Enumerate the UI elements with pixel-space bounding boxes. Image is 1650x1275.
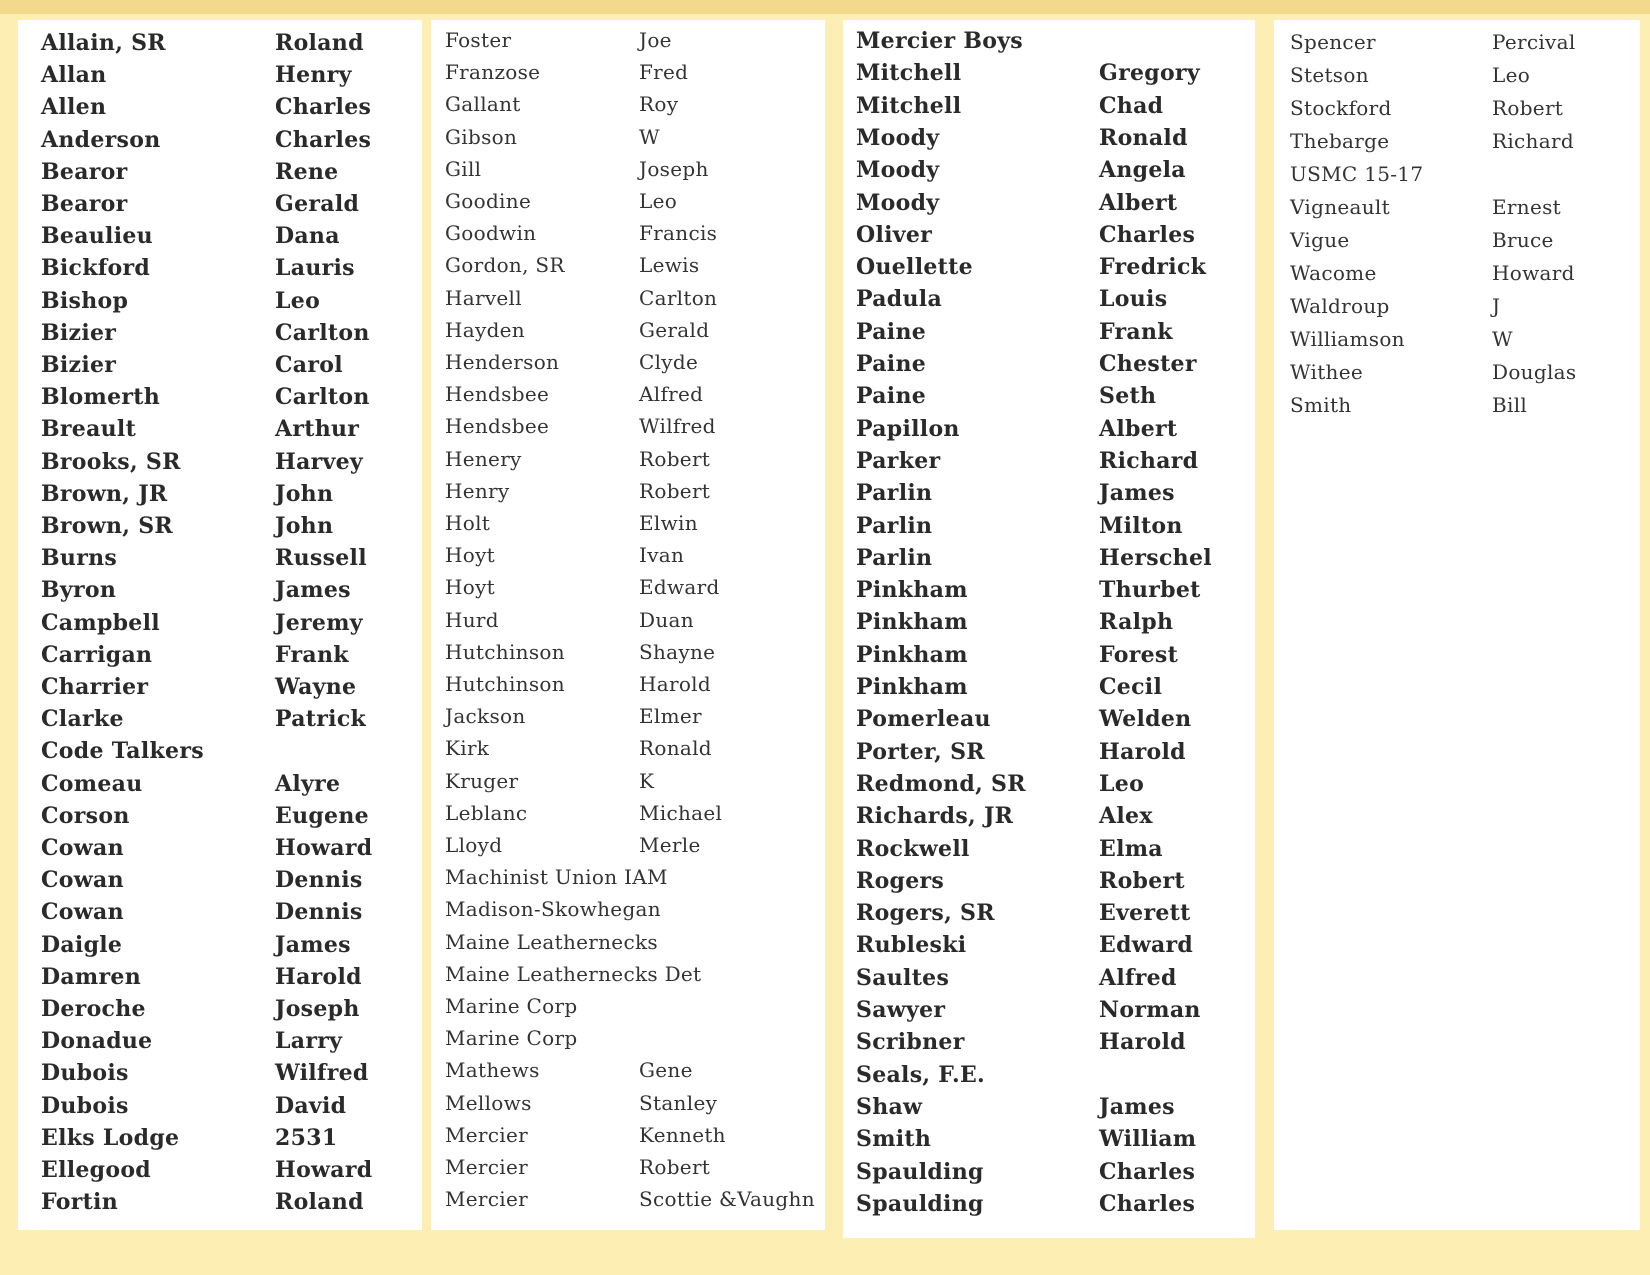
last-name: Madison-Skowhegan (445, 897, 661, 922)
last-name: Rogers (856, 867, 945, 894)
last-name: Hutchinson (445, 639, 565, 664)
first-name: Carlton (639, 285, 718, 310)
last-name: Shaw (856, 1093, 923, 1120)
first-name: Robert (639, 1155, 711, 1179)
last-name: Stetson (1290, 63, 1369, 87)
last-name: Brown, SR (41, 513, 173, 539)
first-name: W (639, 124, 660, 149)
first-name: Carol (275, 352, 343, 378)
last-name: Henderson (445, 350, 560, 374)
first-name: Percival (1492, 30, 1576, 54)
last-name: Mitchell (856, 60, 962, 87)
last-name: Smith (856, 1126, 932, 1153)
first-name: Lauris (275, 255, 355, 282)
last-name: Breault (41, 416, 137, 443)
last-name: Vigue (1290, 228, 1350, 252)
first-name: Harold (1099, 1029, 1186, 1056)
first-name: Kenneth (639, 1122, 726, 1147)
last-name: Hayden (445, 317, 525, 342)
last-name: Franzose (445, 60, 541, 85)
last-name: Hendsbee (445, 414, 550, 439)
last-name: Hoyt (445, 543, 496, 568)
last-name: Mitchell (856, 92, 962, 119)
last-name: Bishop (41, 287, 129, 314)
last-name: Parlin (856, 544, 933, 571)
last-name: Charrier (41, 674, 149, 700)
last-name: Gallant (445, 92, 521, 117)
last-name: Parlin (856, 480, 933, 507)
first-name: Gerald (639, 317, 710, 342)
last-name: Padula (856, 286, 942, 313)
last-name: Spencer (1290, 30, 1376, 54)
first-name: Alfred (639, 382, 704, 407)
last-name: Parker (856, 447, 941, 474)
first-name: Arthur (275, 416, 360, 443)
last-name: Foster (445, 28, 512, 52)
first-name: Ronald (1099, 124, 1188, 151)
last-name: Pomerleau (856, 706, 991, 733)
first-name: Roland (275, 1189, 364, 1216)
last-name: Stockford (1290, 96, 1392, 120)
first-name: Alex (1099, 803, 1153, 830)
first-name: Norman (1099, 997, 1201, 1023)
last-name: Pinkham (856, 577, 968, 604)
last-name: Saultes (856, 964, 950, 991)
first-name: Dennis (275, 867, 363, 894)
last-name: Gordon, SR (445, 253, 565, 278)
first-name: James (1099, 480, 1175, 507)
first-name: Eugene (275, 802, 369, 829)
first-name: Ralph (1099, 609, 1174, 636)
first-name: Shayne (639, 639, 716, 664)
first-name: Elma (1099, 835, 1163, 862)
first-name: Henry (275, 62, 352, 89)
first-name: Angela (1099, 157, 1186, 184)
last-name: Parlin (856, 512, 933, 539)
first-name: Elmer (639, 704, 702, 729)
last-name: Henery (445, 446, 522, 471)
first-name: James (1099, 1093, 1175, 1120)
last-name: Goodwin (445, 221, 537, 246)
last-name: Blomerth (41, 384, 161, 411)
first-name: 2531 (275, 1124, 338, 1151)
first-name: Dana (275, 223, 340, 250)
first-name: Chad (1099, 92, 1164, 119)
last-name: Anderson (41, 126, 161, 153)
last-name: Waldroup (1290, 294, 1390, 318)
last-name: Mercier (445, 1122, 528, 1147)
first-name: William (1099, 1126, 1197, 1153)
first-name: Patrick (275, 706, 367, 733)
last-name: Brown, JR (41, 480, 168, 507)
first-name: Richard (1492, 129, 1574, 153)
last-name: Pinkham (856, 674, 968, 700)
first-name: Duan (639, 607, 694, 632)
first-name: Lewis (639, 253, 700, 278)
last-name: Harvell (445, 285, 522, 310)
first-name: Edward (639, 575, 720, 600)
first-name: Gene (639, 1058, 693, 1083)
first-name: Francis (639, 221, 718, 246)
last-name: Bickford (41, 255, 151, 282)
first-name: Charles (1099, 1158, 1196, 1185)
first-name: Wayne (275, 674, 357, 700)
last-name: Ellegood (41, 1157, 151, 1183)
last-name: Oliver (856, 221, 933, 248)
last-name: Gill (445, 156, 482, 181)
last-name: USMC 15-17 (1290, 162, 1424, 186)
top-strip (0, 0, 1650, 14)
last-name: Lloyd (445, 833, 503, 857)
last-name: Hendsbee (445, 382, 550, 407)
first-name: Carlton (275, 319, 370, 346)
first-name: Gerald (275, 191, 360, 217)
first-name: Dennis (275, 899, 363, 926)
first-name: Wilfred (275, 1060, 369, 1087)
last-name: Rockwell (856, 835, 970, 862)
last-name: Hutchinson (445, 672, 565, 696)
first-name: Gregory (1099, 60, 1200, 87)
first-name: Louis (1099, 286, 1168, 313)
first-name: Robert (1492, 96, 1564, 120)
last-name: Dubois (41, 1092, 129, 1119)
last-name: Machinist Union IAM (445, 865, 668, 890)
last-name: Deroche (41, 996, 146, 1022)
last-name: Richards, JR (856, 803, 1014, 830)
name-column-1 (18, 20, 422, 1230)
first-name: J (1492, 294, 1501, 318)
last-name: Campbell (41, 609, 160, 636)
first-name: Russell (275, 545, 367, 572)
first-name: Leo (639, 189, 678, 213)
last-name: Kruger (445, 768, 519, 793)
last-name: Williamson (1290, 327, 1405, 351)
last-name: Mellows (445, 1090, 532, 1115)
first-name: Milton (1099, 512, 1183, 539)
first-name: Frank (1099, 318, 1173, 345)
last-name: Jackson (445, 704, 526, 729)
first-name: Ernest (1492, 195, 1561, 219)
first-name: Albert (1099, 415, 1178, 442)
last-name: Elks Lodge (41, 1124, 180, 1151)
last-name: Mercier (445, 1187, 528, 1212)
first-name: Harold (275, 963, 362, 990)
last-name: Clarke (41, 706, 124, 733)
name-column-2 (431, 20, 825, 1230)
last-name: Rubleski (856, 932, 967, 959)
last-name: Pinkham (856, 641, 968, 668)
first-name: Everett (1099, 900, 1191, 927)
first-name: Larry (275, 1028, 343, 1055)
last-name: Bearor (41, 191, 128, 217)
first-name: Leo (1492, 63, 1531, 87)
last-name: Cowan (41, 835, 124, 861)
first-name: Fred (639, 60, 689, 85)
first-name: Harvey (275, 448, 363, 475)
last-name: Brooks, SR (41, 448, 181, 475)
first-name: Scottie &Vaughn (639, 1187, 815, 1212)
last-name: Burns (41, 545, 118, 572)
last-name: Marine Corp (445, 994, 578, 1018)
first-name: Albert (1099, 189, 1178, 216)
first-name: John (275, 480, 334, 507)
last-name: Sawyer (856, 997, 946, 1023)
last-name: Moody (856, 157, 940, 184)
first-name: Bruce (1492, 228, 1554, 252)
last-name: Paine (856, 351, 927, 377)
first-name: Leo (1099, 770, 1145, 797)
first-name: Clyde (639, 350, 699, 374)
first-name: Roy (639, 92, 679, 117)
first-name: Charles (275, 94, 372, 121)
first-name: Howard (275, 835, 373, 861)
last-name: Beaulieu (41, 223, 153, 250)
last-name: Allen (41, 94, 107, 121)
first-name: Welden (1099, 706, 1192, 733)
first-name: Ronald (639, 736, 712, 761)
last-name: Moody (856, 124, 940, 151)
last-name: Mathews (445, 1058, 540, 1083)
last-name: Seals, F.E. (856, 1061, 985, 1088)
first-name: Harold (1099, 738, 1186, 765)
last-name: Cowan (41, 867, 124, 894)
first-name: Elwin (639, 511, 698, 535)
last-name: Spaulding (856, 1190, 984, 1217)
first-name: Bill (1492, 393, 1528, 417)
first-name: K (639, 768, 655, 793)
last-name: Ouellette (856, 254, 973, 281)
last-name: Daigle (41, 931, 123, 958)
last-name: Damren (41, 963, 141, 990)
last-name: Maine Leathernecks Det (445, 961, 702, 986)
last-name: Scribner (856, 1029, 965, 1056)
last-name: Fortin (41, 1189, 118, 1216)
last-name: Spaulding (856, 1158, 984, 1185)
first-name: Rene (275, 158, 339, 185)
last-name: Dubois (41, 1060, 129, 1087)
first-name: Chester (1099, 351, 1197, 377)
last-name: Vigneault (1290, 195, 1390, 219)
last-name: Smith (1290, 393, 1352, 417)
last-name: Carrigan (41, 641, 153, 668)
last-name: Marine Corp (445, 1026, 578, 1051)
first-name: Charles (275, 126, 372, 153)
last-name: Wacome (1290, 261, 1377, 285)
first-name: Edward (1099, 932, 1194, 959)
last-name: Hurd (445, 607, 499, 632)
first-name: Michael (639, 800, 723, 825)
last-name: Thebarge (1290, 129, 1390, 153)
first-name: Howard (1492, 261, 1575, 285)
last-name: Withee (1290, 360, 1363, 384)
first-name: W (1492, 327, 1513, 351)
last-name: Rogers, SR (856, 900, 995, 927)
last-name: Paine (856, 318, 927, 345)
first-name: Seth (1099, 383, 1157, 410)
last-name: Bizier (41, 319, 117, 346)
last-name: Bearor (41, 158, 128, 185)
first-name: David (275, 1092, 347, 1119)
last-name: Cowan (41, 899, 124, 926)
last-name: Leblanc (445, 800, 528, 825)
last-name: Donadue (41, 1028, 153, 1055)
first-name: Alfred (1099, 964, 1177, 991)
first-name: Wilfred (639, 414, 716, 439)
first-name: James (275, 931, 351, 958)
first-name: John (275, 513, 334, 539)
first-name: Joe (639, 28, 672, 52)
first-name: Leo (275, 287, 321, 314)
last-name: Mercier (445, 1155, 528, 1179)
last-name: Comeau (41, 770, 143, 797)
last-name: Goodine (445, 189, 532, 213)
last-name: Paine (856, 383, 927, 410)
last-name: Gibson (445, 124, 518, 149)
last-name: Pinkham (856, 609, 968, 636)
first-name: Stanley (639, 1090, 718, 1115)
first-name: Ivan (639, 543, 685, 568)
name-column-3 (843, 20, 1255, 1238)
last-name: Redmond, SR (856, 770, 1026, 797)
last-name: Hoyt (445, 575, 496, 600)
last-name: Corson (41, 802, 130, 829)
first-name: Howard (275, 1157, 373, 1183)
first-name: Joseph (639, 156, 709, 181)
first-name: Merle (639, 833, 701, 857)
last-name: Holt (445, 511, 491, 535)
first-name: Joseph (275, 996, 360, 1022)
first-name: Roland (275, 30, 364, 56)
first-name: Harold (639, 672, 711, 696)
first-name: Douglas (1492, 360, 1577, 384)
first-name: Forest (1099, 641, 1179, 668)
first-name: Thurbet (1099, 577, 1201, 604)
first-name: Robert (1099, 867, 1185, 894)
last-name: Byron (41, 577, 117, 604)
last-name: Allain, SR (41, 30, 166, 56)
last-name: Code Talkers (41, 738, 204, 765)
last-name: Mercier Boys (856, 28, 1023, 54)
last-name: Moody (856, 189, 940, 216)
first-name: Carlton (275, 384, 370, 411)
last-name: Papillon (856, 415, 960, 442)
first-name: James (275, 577, 351, 604)
last-name: Maine Leathernecks (445, 929, 658, 954)
first-name: Cecil (1099, 674, 1163, 700)
first-name: Charles (1099, 221, 1196, 248)
first-name: Robert (639, 478, 711, 503)
first-name: Frank (275, 641, 349, 668)
first-name: Charles (1099, 1190, 1196, 1217)
first-name: Fredrick (1099, 254, 1207, 281)
last-name: Bizier (41, 352, 117, 378)
last-name: Henry (445, 478, 510, 503)
first-name: Jeremy (275, 609, 363, 636)
first-name: Richard (1099, 447, 1199, 474)
first-name: Robert (639, 446, 711, 471)
last-name: Porter, SR (856, 738, 985, 765)
last-name: Allan (41, 62, 107, 89)
name-column-4 (1274, 20, 1640, 1230)
first-name: Alyre (275, 770, 341, 797)
last-name: Kirk (445, 736, 490, 761)
first-name: Herschel (1099, 544, 1212, 571)
